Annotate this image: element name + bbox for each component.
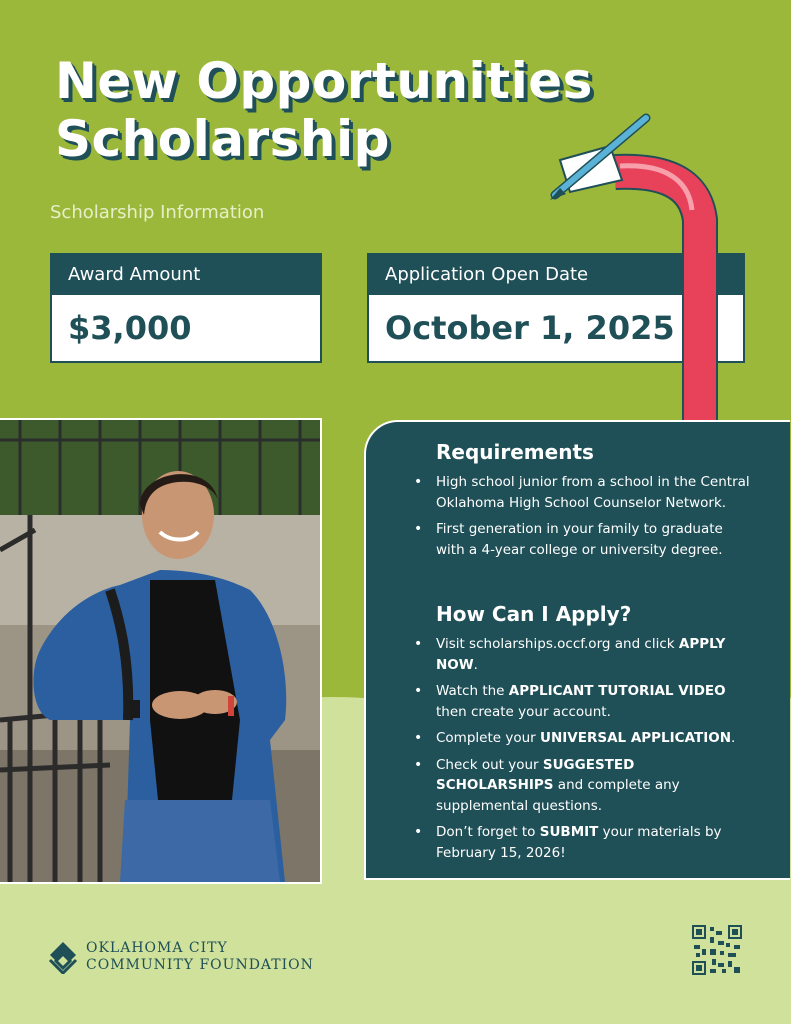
award-amount-value: $3,000 bbox=[68, 309, 192, 347]
step-text: Visit scholarships.occf.org and click bbox=[436, 636, 679, 652]
award-amount-label: Award Amount bbox=[52, 255, 320, 295]
foundation-logo bbox=[48, 940, 314, 974]
list-item bbox=[414, 681, 754, 722]
list-item bbox=[414, 822, 754, 863]
step-text: Complete your bbox=[436, 730, 540, 746]
step-emphasis: SUBMIT bbox=[539, 824, 599, 840]
open-date-label: Application Open Date bbox=[369, 255, 743, 295]
qr-code-icon[interactable] bbox=[692, 925, 742, 975]
award-amount-box bbox=[50, 253, 322, 363]
student-photo bbox=[0, 418, 322, 884]
foundation-name-line-1: OKLAHOMA CITY bbox=[86, 940, 228, 956]
info-panel bbox=[364, 420, 790, 880]
requirements-list bbox=[414, 472, 754, 566]
pencil-icon bbox=[540, 110, 730, 420]
how-to-apply-title: How Can I Apply? bbox=[436, 602, 632, 626]
foundation-name-line-2: COMMUNITY FOUNDATION bbox=[86, 957, 314, 973]
list-item: • First generation in your family to graduate with a 4-year college or university degree. bbox=[414, 519, 754, 560]
step-text: . bbox=[731, 730, 736, 746]
step-text: then create your account. bbox=[436, 703, 611, 720]
list-item bbox=[414, 634, 754, 675]
step-text: Don’t forget to bbox=[436, 824, 540, 840]
page-title bbox=[55, 52, 593, 168]
step-emphasis: APPLY NOW bbox=[436, 636, 726, 673]
section-subtitle: Scholarship Information bbox=[50, 202, 265, 223]
open-date-value: October 1, 2025 bbox=[385, 309, 675, 347]
step-text: Watch the bbox=[436, 683, 509, 699]
step-emphasis: UNIVERSAL APPLICATION bbox=[540, 730, 731, 746]
requirements-title: Requirements bbox=[436, 440, 594, 464]
step-text: your materials by February 15, 2026! bbox=[436, 824, 722, 861]
logo-icon bbox=[48, 940, 78, 974]
title-line-1: New Opportunities bbox=[55, 52, 593, 110]
list-item bbox=[414, 755, 754, 817]
foundation-name bbox=[86, 940, 314, 974]
step-text: Check out your bbox=[436, 756, 543, 773]
apply-steps-list bbox=[414, 634, 754, 869]
step-text: . bbox=[473, 656, 478, 673]
list-item bbox=[414, 728, 754, 749]
list-item: • High school junior from a school in the Central Oklahoma High School Counselor Network. bbox=[414, 472, 754, 513]
step-emphasis: SUGGESTED SCHOLARSHIPS bbox=[436, 756, 635, 793]
title-line-2: Scholarship bbox=[55, 110, 390, 168]
step-emphasis: APPLICANT TUTORIAL VIDEO bbox=[508, 683, 726, 699]
step-text: and complete any supplemental questions. bbox=[436, 777, 680, 814]
